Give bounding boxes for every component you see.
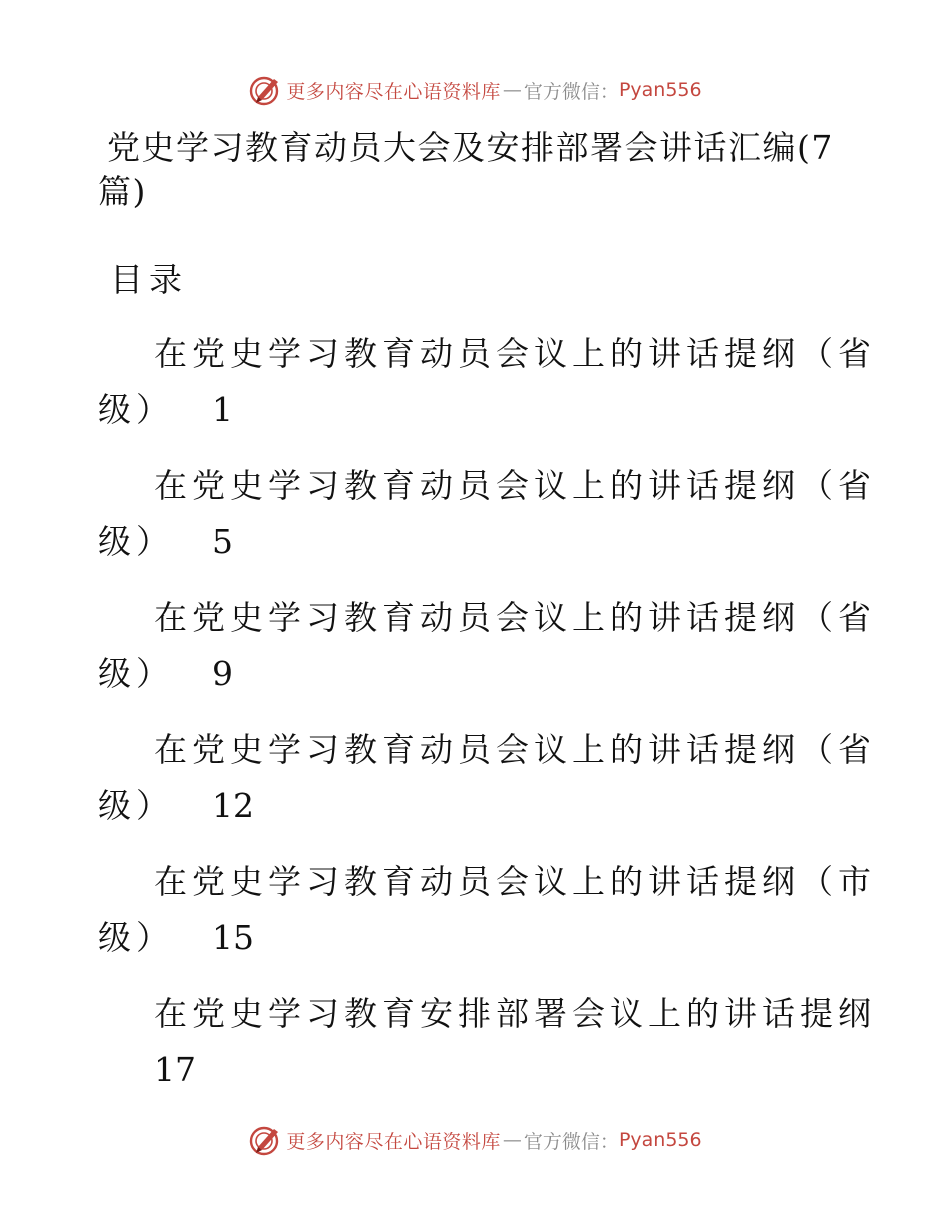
toc-item-title-cont: 级） [98,654,174,693]
banner-wechat-label: 官方微信： [523,1130,619,1153]
toc-item [98,854,876,966]
toc-item-title: 在党史学习教育动员会议上的讲话提纲（省 [154,334,876,373]
toc-item-title-cont: 级） [98,786,174,825]
toc-item [98,326,876,438]
toc-item-title: 在党史学习教育动员会议上的讲话提纲（省 [154,466,876,505]
toc-item-page: 1 [212,390,233,429]
pen-logo-icon [248,1123,282,1157]
banner-slogan: 更多内容尽在心语资料库 [286,1130,501,1153]
banner-separator: — [502,79,522,101]
toc-item-title-cont: 级） [98,522,174,561]
header-banner [0,70,950,110]
toc-item-title: 在党史学习教育安排部署会议上的讲话提纲 [154,994,876,1033]
banner-wechat-id: Pyan556 [618,1129,702,1151]
toc-item [98,458,876,570]
toc-item-title-cont: 级） [98,390,174,429]
toc-heading: 目录 [110,260,188,299]
toc-item-page: 12 [212,786,254,825]
toc-item-page: 9 [212,654,233,693]
footer-banner [0,1120,950,1160]
toc-item [98,722,876,834]
toc-item-page: 17 [154,1050,196,1089]
banner-separator: — [502,1129,522,1151]
toc-item-page: 5 [212,522,233,561]
toc-item [98,590,876,702]
toc-item-title: 在党史学习教育动员会议上的讲话提纲（省 [154,730,876,769]
toc-item [98,986,876,1098]
toc-item-title-cont: 级） [98,918,174,957]
banner-slogan: 更多内容尽在心语资料库 [286,80,501,103]
banner-wechat-id: Pyan556 [618,79,702,101]
toc-item-title: 在党史学习教育动员会议上的讲话提纲（省 [154,598,876,637]
document-title: 党史学习教育动员大会及安排部署会讲话汇编(7篇) [98,128,834,211]
pen-logo-icon [248,73,282,107]
toc-item-page: 15 [212,918,254,957]
banner-wechat-label: 官方微信： [523,80,619,103]
toc-item-title: 在党史学习教育动员会议上的讲话提纲（市 [154,862,876,901]
